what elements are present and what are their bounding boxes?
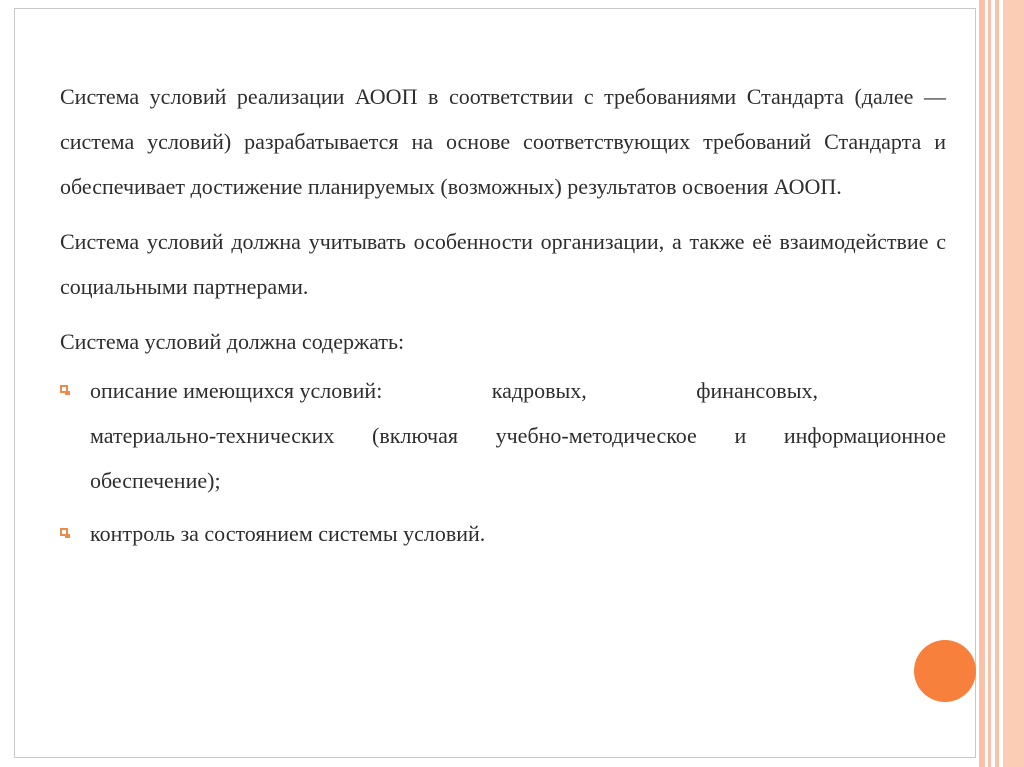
- bullet-text-description: описание имеющихся условий:: [90, 378, 383, 403]
- bullet-item-conditions: [60, 368, 946, 503]
- checkbox-bullet-icon: [60, 385, 68, 393]
- paragraph-organization: Система условий должна учитывать особенности организации, а также её взаимодействие с социальными партнерами.: [60, 229, 946, 299]
- paragraph-intro: Система условий реализации АООП в соответствии с требованиями Стандарта (далее — система условий) разрабатывается на основе соответствующих требований Стандарта и обеспечивает достижение планируемых (возможных) результатов освоения АООП.: [60, 84, 946, 199]
- bullet-item-control: [60, 511, 946, 556]
- paragraph-contents: Система условий должна содержать:: [60, 329, 405, 354]
- decorative-circle: [914, 640, 976, 702]
- bullet-text-staff: кадровых,: [491, 378, 587, 403]
- stripe: [979, 0, 985, 767]
- bullet-text-control: контроль за состоянием системы условий.: [90, 521, 486, 546]
- bullet-text-material: материально-технических (включая учебно-методическое и информационное обеспечение);: [90, 423, 946, 493]
- stripe: [1003, 0, 1024, 767]
- bullet-text-financial: финансовых,: [696, 378, 818, 403]
- decorative-stripes: [979, 0, 1024, 767]
- stripe: [988, 0, 991, 767]
- checkbox-bullet-icon: [60, 528, 68, 536]
- bullet-first-line: [90, 368, 946, 413]
- stripe: [995, 0, 999, 767]
- slide-content: [60, 74, 946, 564]
